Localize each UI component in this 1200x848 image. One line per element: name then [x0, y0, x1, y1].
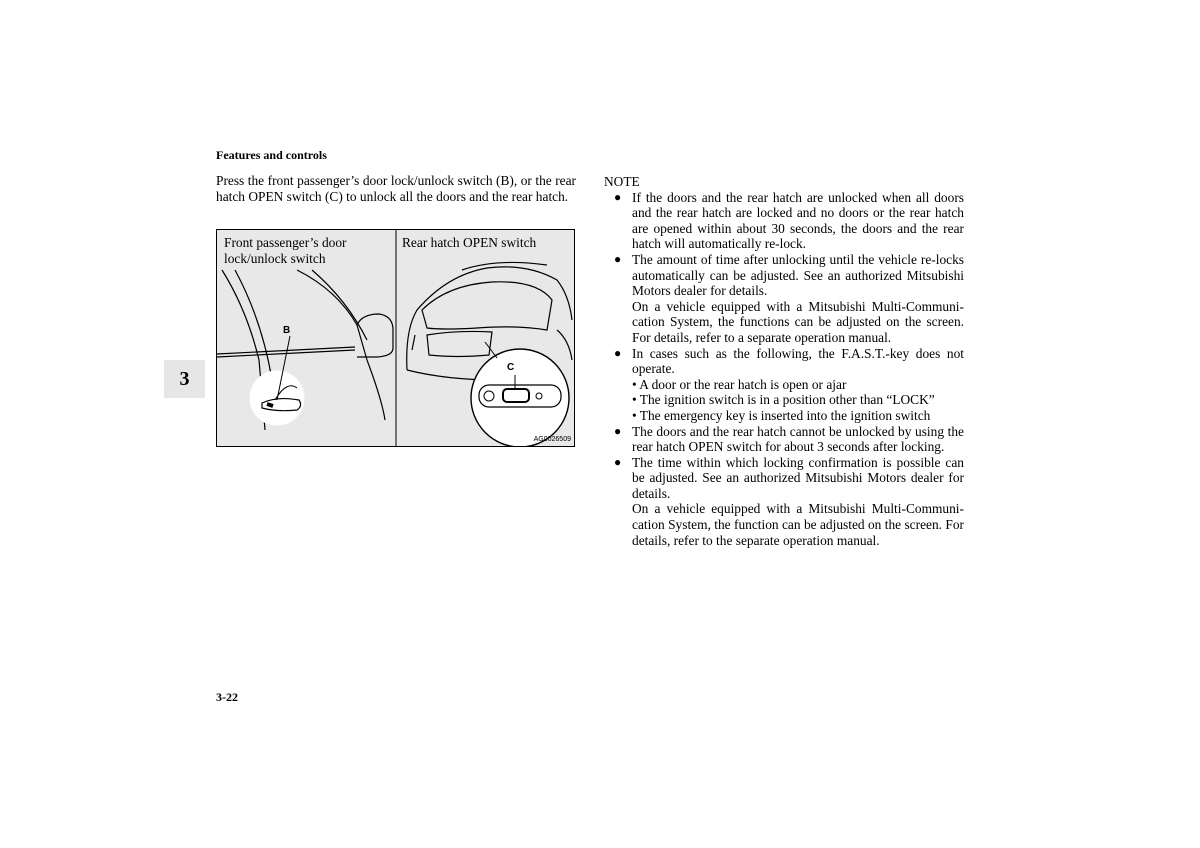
section-title: Features and controls [216, 148, 327, 162]
note-item-text: In cases such as the following, the F.A.S.T.-key does not operate. [632, 345, 964, 377]
label-b: B [283, 325, 291, 336]
note-item [604, 346, 964, 424]
note-item-extra: On a vehicle equipped with a Mitsubishi Multi-Communi-cation System, the functions can be adjusted on the screen. For details, refer to a separate operation manual. [632, 298, 964, 345]
note-item-text: If the doors and the rear hatch are unlocked when all doors and the rear hatch are locked and no doors or the rear hatch are opened within about 30 seconds, the doors and the rear hatch will automatically re-lock. [632, 189, 964, 252]
note-item-text: The time within which locking confirmation is possible can be adjusted. See an authorized Mitsubishi Motors dealer for details. [632, 454, 964, 501]
note-item-extra: On a vehicle equipped with a Mitsubishi Multi-Communi-cation System, the function can be adjusted on the screen. For details, refer to the separate operation manual. [632, 501, 964, 548]
note-sub-item: • The ignition switch is in a position other than “LOCK” [632, 392, 935, 408]
note-item [604, 190, 964, 252]
figure-code: AG0026509 [533, 436, 571, 443]
page-number: 3-22 [216, 690, 238, 704]
note-sub-item: • A door or the rear hatch is open or ajar [632, 376, 847, 392]
note-item [604, 424, 964, 455]
note-section [604, 174, 964, 548]
left-caption: Front passenger’s door lock/unlock switch [224, 235, 347, 266]
bullet-icon: ● [614, 189, 622, 204]
intro-paragraph: Press the front passenger’s door lock/unlock switch (B), or the rear hatch OPEN switch (C) to unlock all the doors and the rear hatch. [216, 173, 576, 204]
note-item [604, 455, 964, 549]
note-heading: NOTE [604, 174, 640, 189]
bullet-icon: ● [614, 345, 622, 360]
label-c: C [507, 362, 515, 373]
bullet-icon: ● [614, 423, 622, 438]
note-item-text: The doors and the rear hatch cannot be unlocked by using the rear hatch OPEN switch for about 3 seconds after locking. [632, 423, 964, 455]
note-sub-item: • The emergency key is inserted into the ignition switch [632, 407, 931, 423]
note-item [604, 252, 964, 346]
bullet-icon: ● [614, 454, 622, 469]
chapter-tab: 3 [164, 360, 205, 398]
note-item-text: The amount of time after unlocking until the vehicle re-locks automatically can be adjusted. See an authorized Mitsubishi Motors dealer for details. [632, 251, 964, 299]
right-caption: Rear hatch OPEN switch [402, 235, 537, 250]
illustration-figure [216, 229, 575, 447]
bullet-icon: ● [614, 251, 622, 266]
